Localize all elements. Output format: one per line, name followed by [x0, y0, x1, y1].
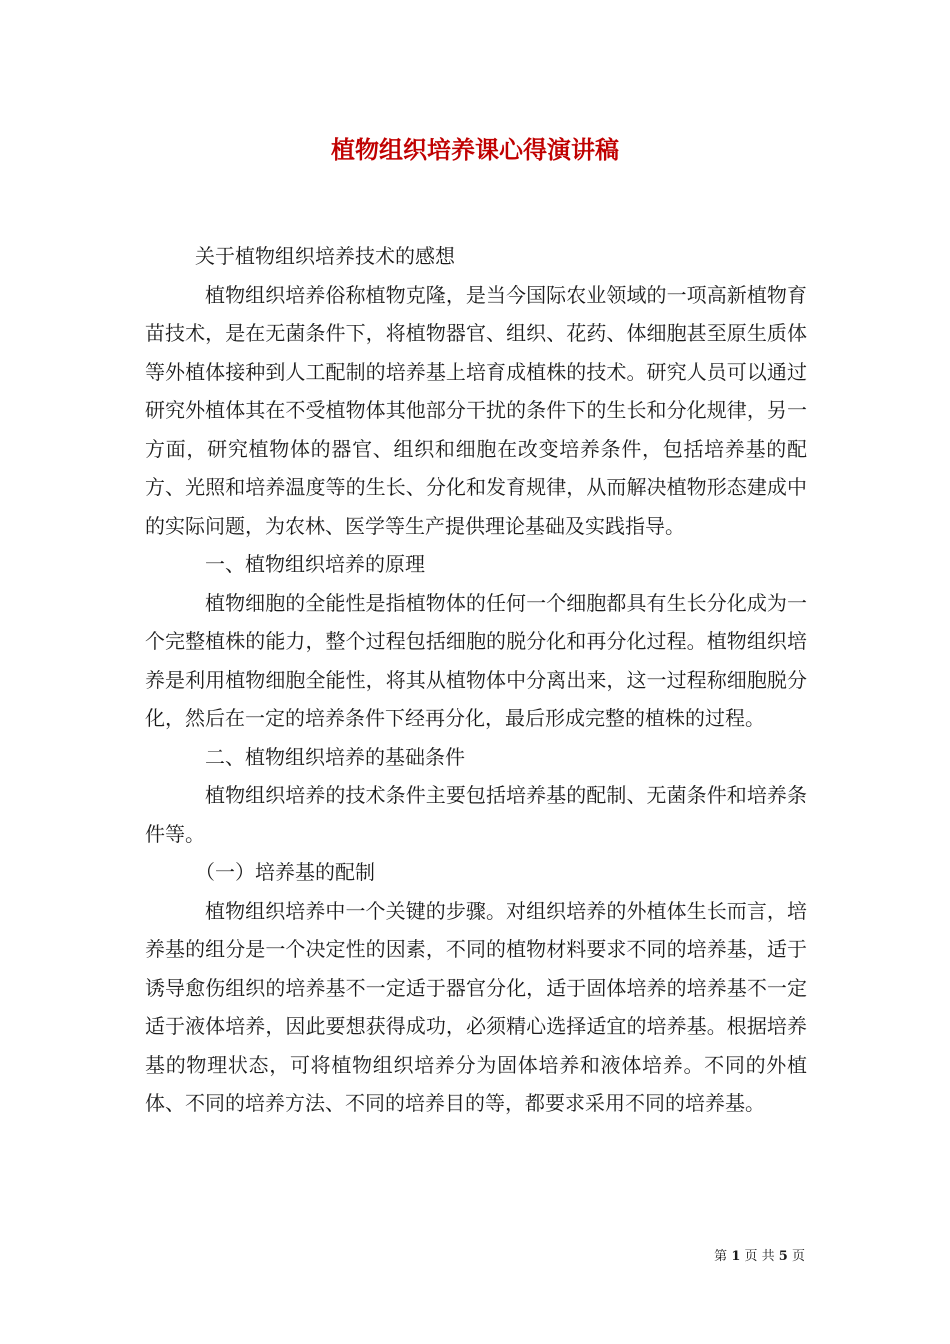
section-heading-principle: 一、植物组织培养的原理	[205, 552, 425, 576]
subsection-heading-medium: （一）培养基的配制	[195, 860, 375, 884]
footer-prefix: 第	[714, 1249, 728, 1264]
paragraph-conditions: 植物组织培养的技术条件主要包括培养基的配制、无菌条件和培养条件等。	[145, 783, 807, 846]
footer-current-page: 1	[731, 1249, 741, 1264]
document-title: 植物组织培养课心得演讲稿	[331, 135, 619, 164]
page-number-footer	[714, 1245, 805, 1264]
footer-suffix: 页	[791, 1249, 805, 1264]
footer-middle: 页 共	[744, 1249, 775, 1264]
section-heading-conditions: 二、植物组织培养的基础条件	[205, 744, 465, 769]
paragraph-intro: 植物组织培养俗称植物克隆，是当今国际农业领域的一项高新植物育苗技术，是在无菌条件下，将植物器官、组织、花药、体细胞甚至原生质体等外植体接种到人工配制的培养基上培育成植株的技术。研究人员可以通过研究外植体其在不受植物体其他部分干扰的条件下的生长和分化规律，另一方面，研究植物体的器官、组织和细胞在改变培养条件，包括培养基的配方、光照和培养温度等的生长、分化和发育规律，从而解决植物形态建成中的实际问题，为农林、医学等生产提供理论基础及实践指导。	[145, 282, 807, 538]
paragraph-principle: 植物细胞的全能性是指植物体的任何一个细胞都具有生长分化成为一个完整植株的能力，整个过程包括细胞的脱分化和再分化过程。植物组织培养是利用植物细胞全能性，将其从植物体中分离出来，这一过程称细胞脱分化，然后在一定的培养条件下经再分化，最后形成完整的植株的过程。	[145, 590, 807, 730]
paragraph-medium: 植物组织培养中一个关键的步骤。对组织培养的外植体生长而言，培养基的组分是一个决定性的因素，不同的植物材料要求不同的培养基，适于诱导愈伤组织的培养基不一定适于器官分化，适于固体培养的培养基不一定适于液体培养，因此要想获得成功，必须精心选择适宜的培养基。根据培养基的物理状态，可将植物组织培养分为固体培养和液体培养。不同的外植体、不同的培养方法、不同的培养目的等，都要求采用不同的培养基。	[145, 898, 807, 1115]
document-body	[145, 237, 807, 1123]
footer-total-pages: 5	[778, 1249, 788, 1264]
intro-heading: 关于植物组织培养技术的感想	[195, 244, 455, 268]
